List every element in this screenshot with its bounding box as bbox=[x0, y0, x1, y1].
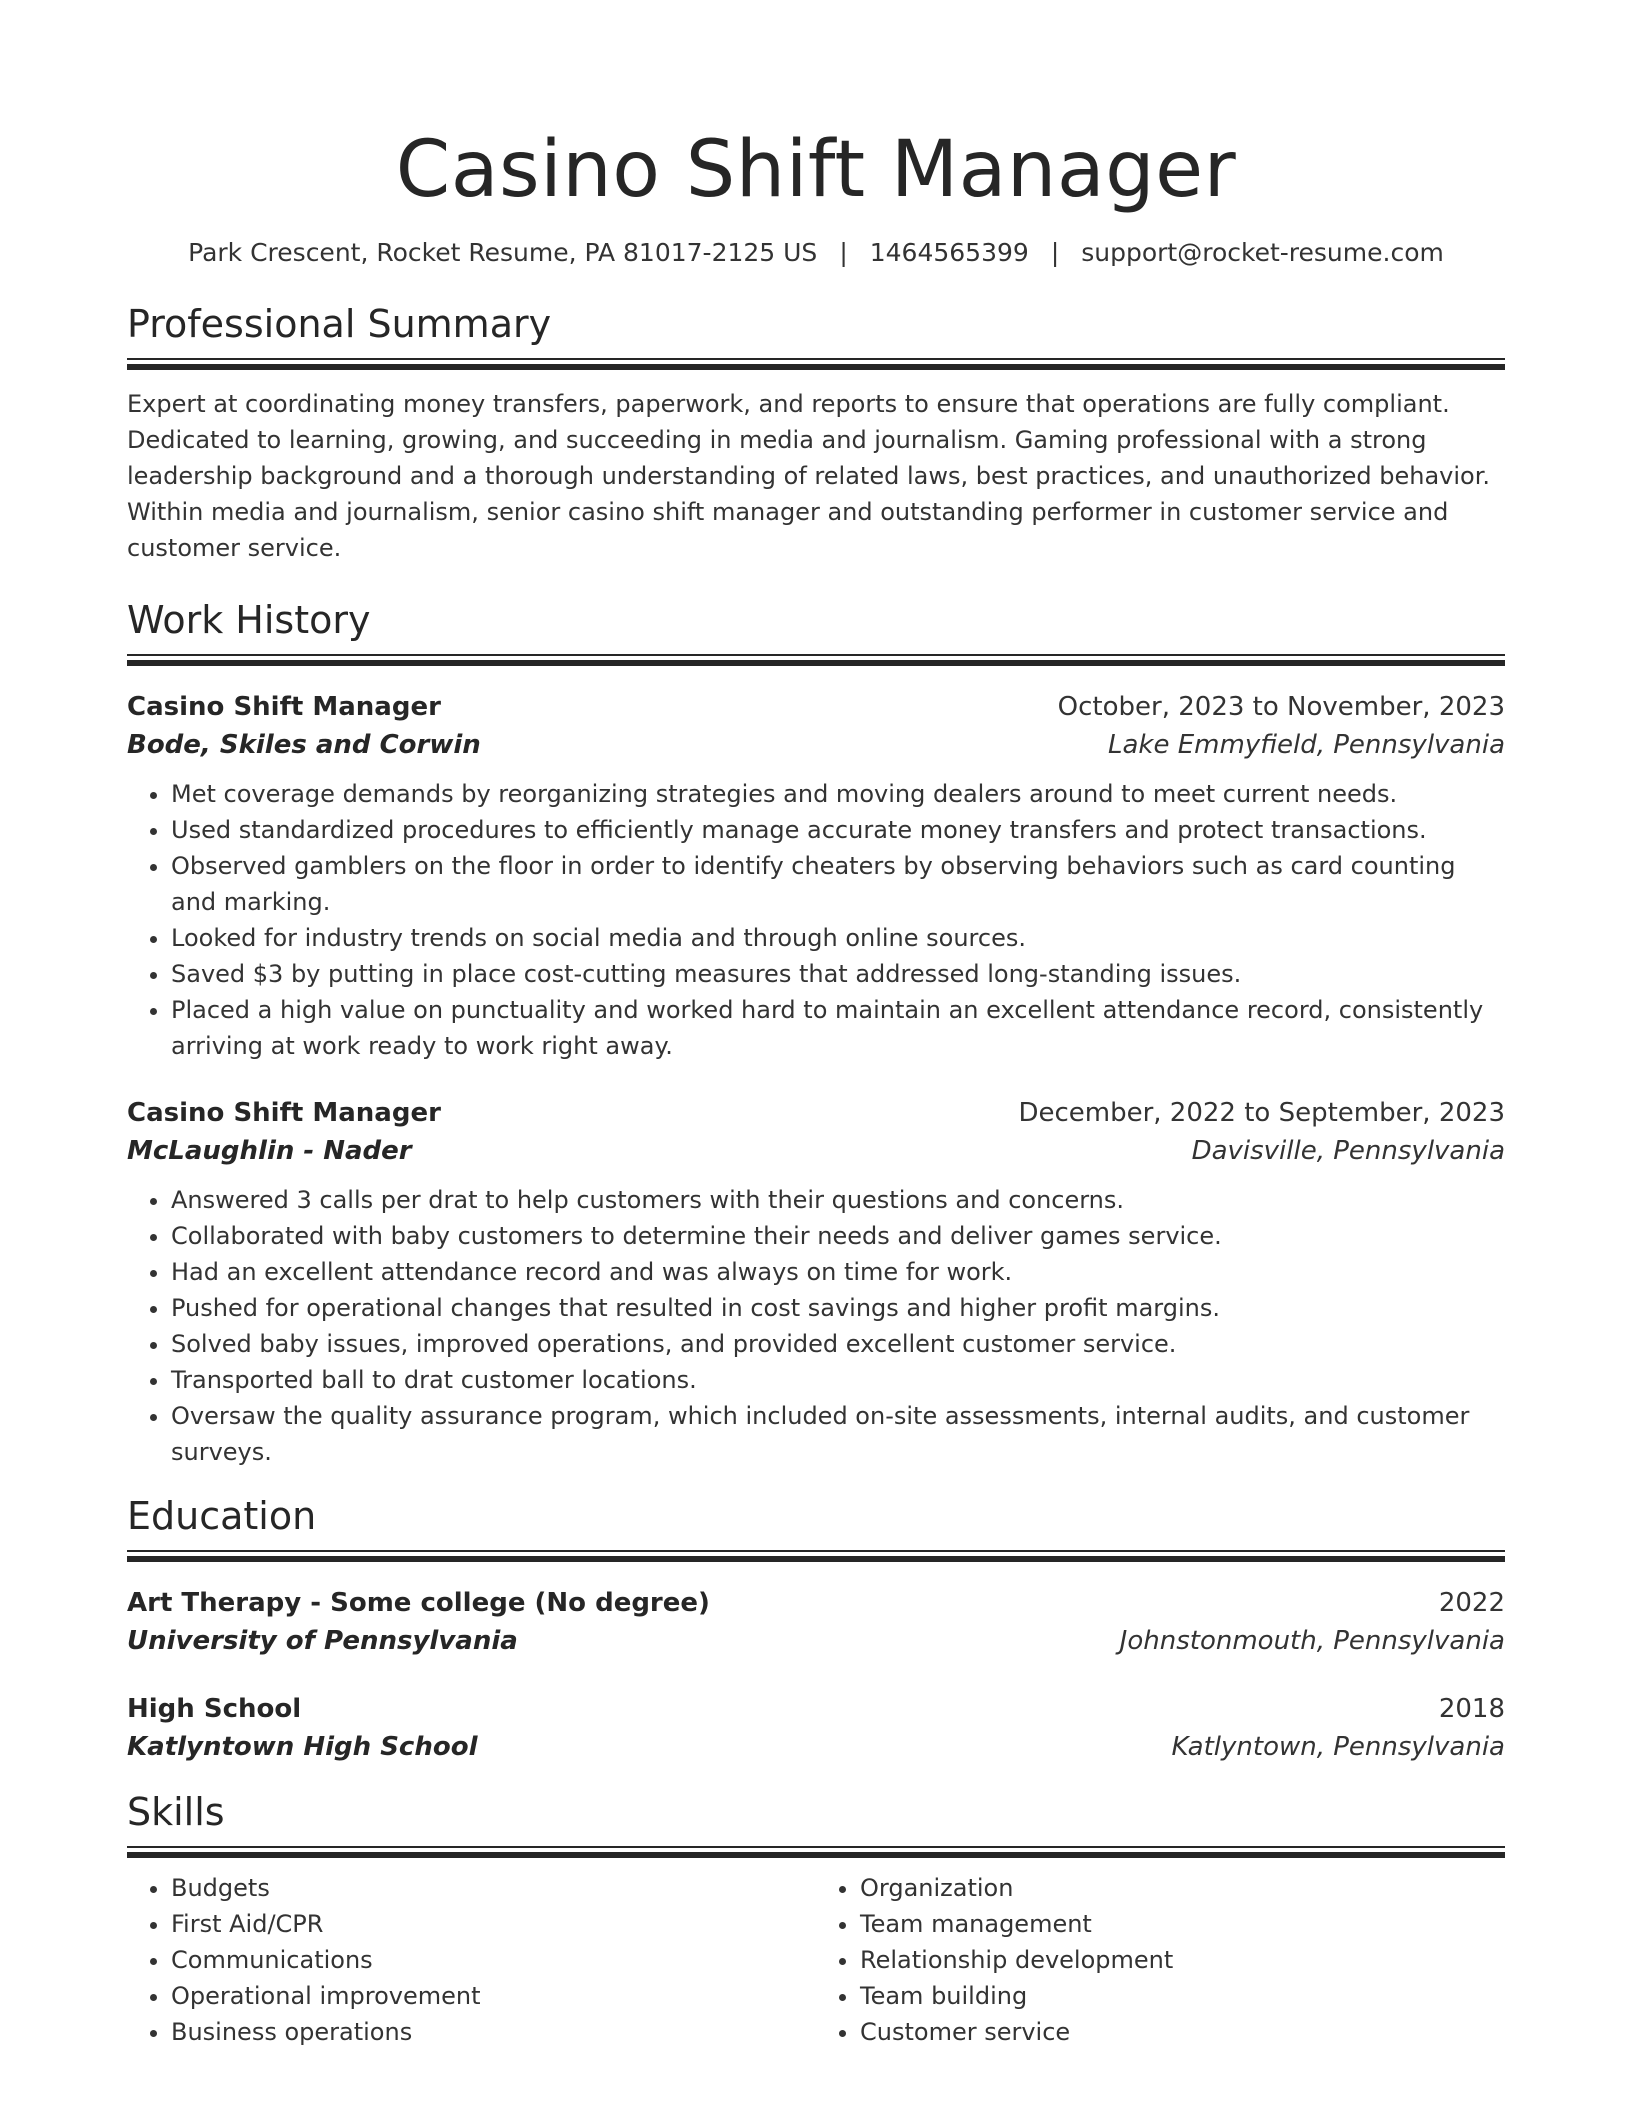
job-entry bbox=[127, 688, 1505, 1064]
list-item: • Business operations bbox=[171, 2014, 816, 2050]
list-item: • Answered 3 calls per drat to help customers with their questions and concerns. bbox=[171, 1182, 1505, 1218]
job-company: McLaughlin - Nader bbox=[127, 1136, 412, 1166]
list-item: • Team building bbox=[860, 1978, 1505, 2014]
job-title: Casino Shift Manager bbox=[127, 1098, 441, 1128]
contact-address: Park Crescent, Rocket Resume, PA 81017-2125 US bbox=[188, 238, 818, 267]
section-title-summary: Professional Summary bbox=[127, 302, 552, 346]
list-item: • Operational improvement bbox=[171, 1978, 816, 2014]
skills-columns bbox=[127, 1870, 1505, 2050]
job-entry bbox=[127, 1094, 1505, 1470]
contact-separator: | bbox=[839, 238, 848, 267]
list-item: • Organization bbox=[860, 1870, 1505, 1906]
list-item: • Transported ball to drat customer locations. bbox=[171, 1362, 1505, 1398]
education-location: Katlyntown, Pennsylvania bbox=[1171, 1732, 1505, 1762]
section-title-education: Education bbox=[127, 1494, 317, 1538]
education-header-row bbox=[127, 1584, 1505, 1622]
section-divider bbox=[127, 358, 1505, 370]
job-location: Lake Emmyfield, Pennsylvania bbox=[1108, 730, 1505, 760]
job-bullets bbox=[127, 1182, 1505, 1470]
job-company: Bode, Skiles and Corwin bbox=[127, 730, 481, 760]
list-item: • Customer service bbox=[860, 2014, 1505, 2050]
job-bullets bbox=[127, 776, 1505, 1064]
education-degree: Art Therapy - Some college (No degree) bbox=[127, 1588, 710, 1618]
list-item: • Saved $3 by putting in place cost-cutting measures that addressed long-standing issues. bbox=[171, 956, 1505, 992]
education-degree: High School bbox=[127, 1694, 302, 1724]
section-divider bbox=[127, 654, 1505, 666]
skills-left-column bbox=[127, 1870, 816, 2050]
education-school: Katlyntown High School bbox=[127, 1732, 478, 1762]
job-title: Casino Shift Manager bbox=[127, 692, 441, 722]
section-title-skills: Skills bbox=[127, 1790, 225, 1834]
list-item: • Looked for industry trends on social media and through online sources. bbox=[171, 920, 1505, 956]
job-company-row bbox=[127, 726, 1505, 764]
section-title-work: Work History bbox=[127, 598, 371, 642]
job-header-row bbox=[127, 688, 1505, 726]
education-entry bbox=[127, 1690, 1505, 1766]
education-school-row bbox=[127, 1728, 1505, 1766]
list-item: • Team management bbox=[860, 1906, 1505, 1942]
list-item: • First Aid/CPR bbox=[171, 1906, 816, 1942]
education-year: 2018 bbox=[1438, 1694, 1505, 1724]
list-item: • Budgets bbox=[171, 1870, 816, 1906]
contact-phone: 1464565399 bbox=[869, 238, 1029, 267]
education-location: Johnstonmouth, Pennsylvania bbox=[1119, 1626, 1505, 1656]
list-item: • Solved baby issues, improved operations, and provided excellent customer service. bbox=[171, 1326, 1505, 1362]
education-school-row bbox=[127, 1622, 1505, 1660]
job-company-row bbox=[127, 1132, 1505, 1170]
section-divider bbox=[127, 1550, 1505, 1562]
list-item: • Observed gamblers on the floor in order to identify cheaters by observing behaviors such as card counting and marking. bbox=[171, 848, 1505, 920]
education-header-row bbox=[127, 1690, 1505, 1728]
list-item: • Met coverage demands by reorganizing strategies and moving dealers around to meet current needs. bbox=[171, 776, 1505, 812]
contact-line bbox=[127, 236, 1505, 270]
list-item: • Used standardized procedures to efficiently manage accurate money transfers and protect transactions. bbox=[171, 812, 1505, 848]
skills-section bbox=[127, 1788, 1505, 2050]
job-location: Davisville, Pennsylvania bbox=[1191, 1136, 1505, 1166]
job-dates: December, 2022 to September, 2023 bbox=[1018, 1098, 1505, 1128]
work-section bbox=[127, 596, 1505, 1470]
contact-email: support@rocket-resume.com bbox=[1081, 238, 1444, 267]
summary-text: Expert at coordinating money transfers, paperwork, and reports to ensure that operations are fully compliant. Dedicated to learning, growing, and succeeding in media and journalism. Gaming professional with a strong leadership background and a thorough understanding of related laws, best practices, and unauthorized behavior. Within media and journalism, senior casino shift manager and outstanding performer in customer service and customer service. bbox=[127, 390, 1491, 562]
education-year: 2022 bbox=[1438, 1588, 1505, 1618]
section-divider bbox=[127, 1846, 1505, 1858]
education-entry bbox=[127, 1584, 1505, 1660]
job-header-row bbox=[127, 1094, 1505, 1132]
list-item: • Communications bbox=[171, 1942, 816, 1978]
education-section bbox=[127, 1492, 1505, 1766]
list-item: • Had an excellent attendance record and was always on time for work. bbox=[171, 1254, 1505, 1290]
summary-section bbox=[127, 300, 1505, 566]
resume-name: Casino Shift Manager bbox=[395, 125, 1237, 215]
contact-separator: | bbox=[1050, 238, 1060, 267]
list-item: • Placed a high value on punctuality and worked hard to maintain an excellent attendance record, consistently arriving at work ready to work right away. bbox=[171, 992, 1505, 1064]
job-dates: October, 2023 to November, 2023 bbox=[1057, 692, 1505, 722]
list-item: • Collaborated with baby customers to determine their needs and deliver games service. bbox=[171, 1218, 1505, 1254]
education-school: University of Pennsylvania bbox=[127, 1626, 518, 1656]
list-item: • Relationship development bbox=[860, 1942, 1505, 1978]
list-item: • Pushed for operational changes that resulted in cost savings and higher profit margins. bbox=[171, 1290, 1505, 1326]
list-item: • Oversaw the quality assurance program, which included on-site assessments, internal audits, and customer surveys. bbox=[171, 1398, 1505, 1470]
skills-right-column bbox=[816, 1870, 1505, 2050]
